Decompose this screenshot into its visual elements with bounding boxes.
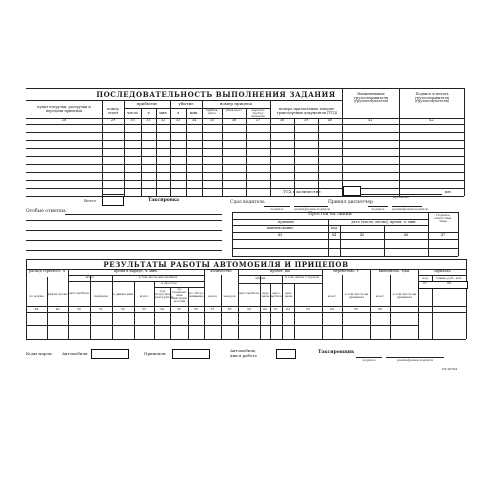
col-num: 55 xyxy=(177,307,181,311)
header-pay-sum: сумма, руб., коп. xyxy=(435,276,463,280)
col-num: 60 xyxy=(263,307,267,311)
header-done-all: всего xyxy=(375,294,385,298)
marks-label: Коды марок: xyxy=(26,351,53,356)
taxator-sign-caption: подпись xyxy=(362,358,376,362)
col-num: 61 xyxy=(274,307,278,311)
header-car-km-cargo: авто-мобиля xyxy=(271,291,283,298)
idle-reason-header: причина xyxy=(278,220,294,224)
header-trail-km-cargo: при-цепа xyxy=(284,291,293,298)
col-num: 41 xyxy=(368,118,373,122)
car-code-box[interactable] xyxy=(91,349,129,359)
col-num: 53 xyxy=(142,307,146,311)
header-moved: перевезено, т xyxy=(333,269,359,273)
car-label: Автомобиля xyxy=(62,351,88,356)
header-done: выполнено, т/км xyxy=(378,269,410,273)
ttd-count-box[interactable] xyxy=(343,186,361,196)
header-cargo: в том числе с грузом xyxy=(285,275,319,279)
col-num: 43 xyxy=(277,233,283,237)
dispatcher-decode-caption: расшифровка подписи xyxy=(392,207,428,211)
header-total: всего xyxy=(85,275,95,279)
header-pay-code: код xyxy=(422,276,428,280)
driver-sign-caption: подпись xyxy=(270,207,284,211)
col-num: 66 xyxy=(378,307,382,311)
header-pay: Зарплата xyxy=(433,269,451,273)
driver-decode-caption: расшифровка подписи xyxy=(294,207,330,211)
dispatcher-sign-caption: подпись xyxy=(371,207,385,211)
col-num: 58 xyxy=(227,307,232,311)
header-hour: ч xyxy=(147,111,150,115)
section-title: ПОСЛЕДОВАТЕЛЬНОСТЬ ВЫПОЛНЕНИЯ ЗАДАНИЯ xyxy=(96,90,336,99)
header-time: время в наряде, ч. мин. xyxy=(114,269,158,273)
idle-name-header: наименование xyxy=(266,226,294,230)
header-car-km: авто-мобиля xyxy=(239,291,259,295)
header-idle-all: всего xyxy=(139,294,149,298)
idle-code-header: код xyxy=(330,226,338,230)
col-num: 65 xyxy=(354,307,358,311)
col-num: 36 xyxy=(231,118,237,122)
trailer-code-box[interactable] xyxy=(172,349,210,359)
results-title: РЕЗУЛЬТАТЫ РАБОТЫ АВТОМОБИЛЯ И ПРИЦЕПОВ xyxy=(103,260,349,269)
header-hour-2: ч xyxy=(176,111,180,115)
idle-title: Простои на линии xyxy=(308,212,352,217)
header-order: номер отдел xyxy=(107,107,119,115)
col-num: 40 xyxy=(327,118,333,122)
col-num: 63 xyxy=(306,307,310,311)
form-code: ПТ-00794 xyxy=(442,367,458,371)
header-point: пункт погрузки, разгрузки и передачи прицепов xyxy=(37,105,91,113)
header-trail-km: при-цепа xyxy=(261,291,270,298)
header-tech: по техничес-ким неисправ-ностям xyxy=(171,287,188,303)
header-trailer-time: прицепа xyxy=(94,294,108,298)
taxator-label: Таксировщик xyxy=(318,350,355,355)
header-moved-all: всего xyxy=(327,294,337,298)
header-done-trailer: в том числе на прицепах xyxy=(392,292,417,299)
col-num: 35 xyxy=(209,118,215,122)
header-consignor-sign: Подпись и печать грузоотправителя (грузополучателя) xyxy=(414,92,450,103)
col-num: 48 xyxy=(34,307,39,311)
header-mileage: пробег, км xyxy=(270,269,290,273)
header-min: мин xyxy=(159,111,167,115)
col-num: 29 xyxy=(110,118,116,122)
col-num: 64 xyxy=(330,307,334,311)
driver-label: Сдал водитель xyxy=(230,200,265,205)
header-qty: количество xyxy=(210,269,232,273)
col-num: 30 xyxy=(130,118,135,122)
total-box[interactable] xyxy=(102,196,124,206)
header-min-2: мин. xyxy=(189,111,199,115)
ttd-label: ТТД в количестве xyxy=(283,189,321,194)
col-num: 62 xyxy=(286,307,290,311)
col-num: 38 xyxy=(279,118,285,122)
header-arrival: прибытие xyxy=(136,101,158,106)
idle-table xyxy=(232,212,458,256)
col-num: 39 xyxy=(303,118,309,122)
col-num: 47 xyxy=(440,233,446,237)
col-num: 31 xyxy=(146,118,151,122)
pcs-label: шт. xyxy=(445,189,453,194)
col-num: 28 xyxy=(61,118,67,122)
col-num: 32 xyxy=(160,118,166,122)
col-num: 42 xyxy=(429,118,434,122)
col-num: 54 xyxy=(160,307,164,311)
trailer-label: Прицепов: xyxy=(144,351,167,356)
col-num: 52 xyxy=(121,307,125,311)
header-departed-trailer: убыв-шего xyxy=(225,108,243,112)
header-service: по обслу-живанию xyxy=(189,291,204,298)
taxator-decode-caption: расшифровка подписи xyxy=(397,358,433,362)
col-num: 67 xyxy=(423,281,427,285)
header-consignor-name: Наименование грузоотправителя (грузополучателя) xyxy=(353,92,389,103)
col-num: 68 xyxy=(447,281,451,285)
header-departure: убытие xyxy=(178,101,194,106)
section-route-sequence xyxy=(26,88,464,196)
header-day: число xyxy=(127,111,138,115)
dispatcher-label: Принял диспетчер xyxy=(328,200,373,205)
col-num: 59 xyxy=(247,307,251,311)
col-num: 49 xyxy=(55,307,60,311)
col-num: 44 xyxy=(331,233,337,237)
car-days-label: Автомобиль, дни в работе xyxy=(230,348,257,358)
col-num: 50 xyxy=(77,307,81,311)
header-common: общий xyxy=(254,276,266,280)
header-idle: в простое xyxy=(161,281,177,285)
idle-sign-header: Подпись ответствен. лица xyxy=(433,213,453,223)
header-trailer-mileage: пересеч пробег прицепа xyxy=(251,108,265,118)
col-num: 33 xyxy=(175,118,181,122)
col-num: 46 xyxy=(403,233,409,237)
header-norm: по норме xyxy=(29,294,44,298)
header-fuel: расход горючего, л xyxy=(29,269,65,273)
car-days-box[interactable] xyxy=(276,349,296,359)
header-moved-trailer: в том числе на прицепах xyxy=(344,292,369,299)
header-trailer: номер прицепа xyxy=(219,101,253,106)
header-arrived-trailer: прибыв-шего xyxy=(205,108,219,115)
header-ttd: номера прилагаемых товарно-транспортных документов (ТТД) xyxy=(276,107,338,115)
col-num: 37 xyxy=(255,118,261,122)
idle-date-header: дата (число, месяц), время, ч. мин. xyxy=(351,220,417,224)
header-trips: заездов xyxy=(223,294,236,298)
section-results xyxy=(26,259,466,339)
header-move: в движе-нии xyxy=(113,292,133,296)
header-incl: в том числе автомобиля xyxy=(138,275,178,279)
handed-caption: прописью xyxy=(393,195,409,199)
col-num: 34 xyxy=(191,118,197,122)
col-num: 45 xyxy=(359,233,365,237)
header-load: под погрузкой, разгрузкой xyxy=(155,289,173,299)
col-num: 56 xyxy=(194,307,198,311)
notes-label: Особые отметки: xyxy=(26,209,67,214)
total-label: Всего xyxy=(84,198,97,203)
col-num: 51 xyxy=(99,307,103,311)
taxation-title: Таксировка xyxy=(148,198,180,203)
header-fact: факти-чески xyxy=(47,292,68,296)
header-car: авто-мобиля xyxy=(69,291,89,295)
col-num: 57 xyxy=(210,307,215,311)
header-rides: ездок xyxy=(208,294,217,298)
